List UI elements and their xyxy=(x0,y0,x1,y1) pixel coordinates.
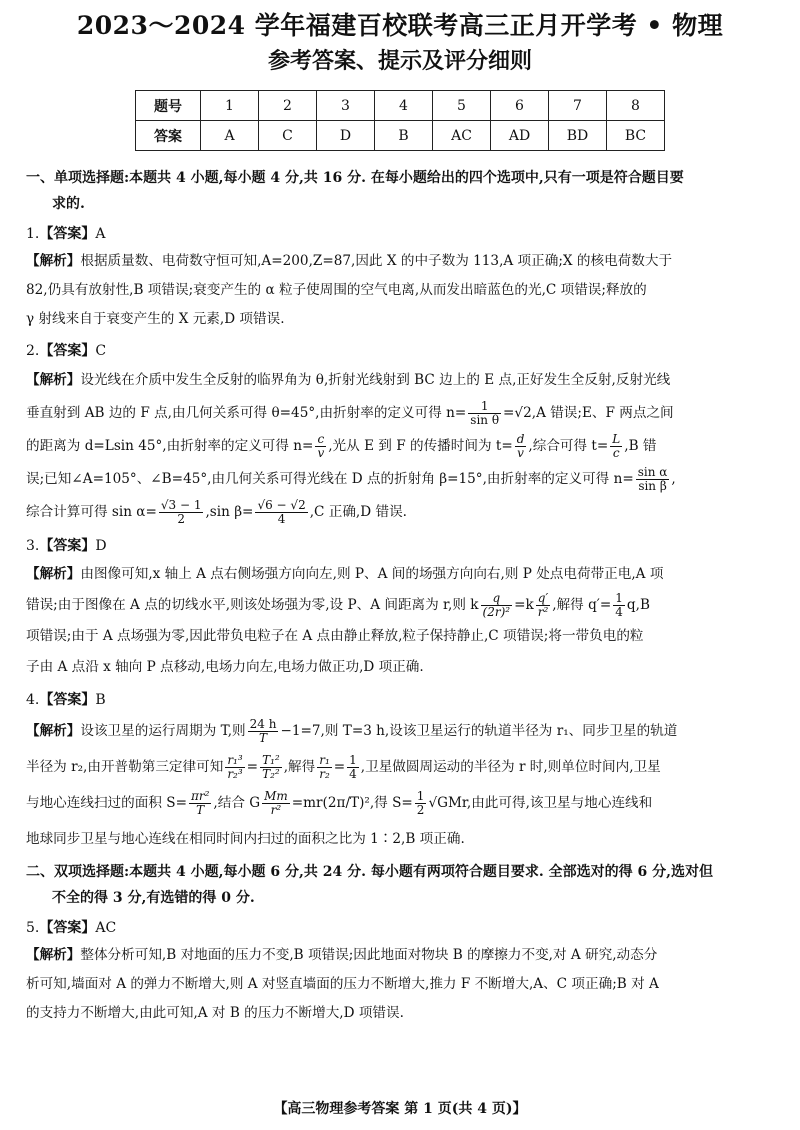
table-cell: 4 xyxy=(375,91,433,121)
table-cell: 7 xyxy=(549,91,607,121)
table-cell: 2 xyxy=(259,91,317,121)
table-cell: B xyxy=(375,121,433,151)
fraction: $\frac{q}{\text{(2r)²}}$ xyxy=(482,591,511,619)
page-footer: 【高三物理参考答案 第 1 页(共 4 页)】 xyxy=(273,1101,527,1117)
table-cell: AC xyxy=(433,121,491,151)
fraction: $\frac{\text{r₁³}}{\text{r₂³}}$ xyxy=(227,753,243,781)
question-5-analysis: 【解析】整体分析可知,B 对地面的压力不变,B 项错误;因此地面对物块 B 的摩擦力不变,对 A 研究,动态分 析可知,墙面对 A 的弹力不断增大,则 A 对竖直墙面的压力不断增大,推力 F 不断增大,A、C 项正确;B 对 A 的支持力不断增大,由此可知,A 对 B 的压力不断增大,D 项错误. xyxy=(26,947,659,1021)
table-cell: AD xyxy=(491,121,549,151)
fraction: $\frac{\text{r₁}}{\text{r₂}}$ xyxy=(319,753,330,781)
fraction: $\frac{c}{v}$ xyxy=(317,432,325,460)
fraction: $\frac{1}{4}$ xyxy=(615,591,623,619)
table-cell: BD xyxy=(549,121,607,151)
fraction: $\frac{q'}{\text{r²}}$ xyxy=(537,591,549,619)
table-header-cell: 答案 xyxy=(136,121,201,151)
question-3-answer: 3.【答案】D xyxy=(26,538,107,554)
table-cell: 1 xyxy=(201,91,259,121)
fraction: $\frac{24 h}{T}$ xyxy=(249,717,277,745)
fraction: $\frac{L}{c}$ xyxy=(612,432,621,460)
fraction: $\frac{\text{πr²}}{T}$ xyxy=(190,789,210,817)
fraction: $\frac{√3 - 1}{2}$ xyxy=(160,498,202,526)
page-subtitle: 参考答案、提示及评分细则 xyxy=(267,48,532,74)
table-cell: 6 xyxy=(491,91,549,121)
fraction: $\frac{1}{2}$ xyxy=(416,789,425,817)
fraction: $\frac{\text{T₁²}}{\text{T₂²}}$ xyxy=(262,753,280,781)
question-2-answer: 2.【答案】C xyxy=(26,343,107,359)
table-cell: 8 xyxy=(607,91,665,121)
table-cell: D xyxy=(317,121,375,151)
question-1-answer: 1.【答案】A xyxy=(26,226,106,242)
table-cell: C xyxy=(259,121,317,151)
page-title: 2023～2024 学年福建百校联考高三正月开学考 • 物理 xyxy=(76,11,724,40)
fraction: $\frac{Mm}{\text{r²}}$ xyxy=(264,789,288,817)
question-4-answer: 4.【答案】B xyxy=(26,692,106,708)
fraction: $\frac{\text{sin α}}{\text{sin β}}$ xyxy=(637,465,668,493)
table-cell: 3 xyxy=(317,91,375,121)
table-row xyxy=(136,91,665,121)
section-heading-single-choice: 一、单项选择题:本题共 4 小题,每小题 4 分,共 16 分. 在每小题给出的四个选项中,只有一项是符合题目要 求的. xyxy=(26,170,684,212)
question-5-answer: 5.【答案】AC xyxy=(26,920,117,936)
fraction: $\frac{1}{\text{sin θ}}$ xyxy=(470,399,500,427)
table-header-cell: 题号 xyxy=(136,91,201,121)
answer-table xyxy=(135,90,665,151)
section-heading-double-choice: 二、双项选择题:本题共 4 小题,每小题 6 分,共 24 分. 每小题有两项符合题目要求. 全部选对的得 6 分,选对但 不全的得 3 分,有选错的得 0 分. xyxy=(26,864,713,906)
question-1-analysis: 【解析】根据质量数、电荷数守恒可知,A=200,Z=87,因此 X 的中子数为 113,A 项正确;X 的核电荷数大于 82,仍具有放射性,B 项错误;衰变产生的 α 粒子使周围的空气电离,从而发出暗蓝色的光,C 项错误;释放的 γ 射线来自于衰变产生的 X 元素,D 项错误. xyxy=(26,253,673,327)
fraction: $\frac{√6 - √2}{4}$ xyxy=(257,498,306,526)
fraction: $\frac{d}{v}$ xyxy=(516,432,525,460)
table-row xyxy=(136,121,665,151)
table-cell: A xyxy=(201,121,259,151)
question-3-analysis: 【解析】由图像可知,x 轴上 A 点右侧场强方向向左,则 P、A 间的场强方向向右,则 P 处点电荷带正电,A 项 错误;由于图像在 A 点的切线水平,则该处场强为零,设 P、A 间距离为 r,则 k $\frac{q}{\text{(2r)²}}$ =k $\frac{q'}{\text{r²}}$ ,解得 q′= $\frac{1}{4}$ q,B 项错误;由于 A 点场强为零,因此带负电粒子在 A 点由静止释放,粒子保持静止,C 项错误;将一带负电的粒 子由 A 点沿 x 轴向 P 点移动,电场力向左,电场力做正功,D 项正确. xyxy=(26,566,664,675)
fraction: $\frac{1}{4}$ xyxy=(349,753,357,781)
question-4-analysis: 【解析】设该卫星的运行周期为 T,则 $\frac{24 h}{T}$ −1=7,则 T=3 h,设该卫星运行的轨道半径为 r₁、同步卫星的轨道 半径为 r₂,由开普勒第三定律可知 $\frac{\text{r₁³}}{\text{r₂³}}$ = $\frac{\text{T₁²}}{\text{T₂²}}$ ,解得 $\frac{\text{r₁}}{\text{r₂}}$ = $\frac{1}{4}$ ,卫星做圆周运动的半径为 r 时,则单位时间内,卫星 与地心连线扫过的面积 S= $\frac{\text{πr²}}{T}$ ,结合 G $\frac{Mm}{\text{r²}}$ =mr(2π/T)²,得 S= $\frac{1}{2}$ √GMr,由此可得,该卫星与地心连线和 地球同步卫星与地心连线在相同时间内扫过的面积之比为 1∶2,B 项正确. xyxy=(26,717,678,847)
question-2-analysis: 【解析】设光线在介质中发生全反射的临界角为 θ,折射光线射到 BC 边上的 E 点,正好发生全反射,反射光线 垂直射到 AB 边的 F 点,由几何关系可得 θ=45°,由折射率的定义可得 n= $\frac{1}{\text{sin θ}}$ =√2,A 错误;E、F 两点之间 的距离为 d=Lsin 45°,由折射率的定义可得 n= $\frac{c}{v}$ ,光从 E 到 F 的传播时间为 t= $\frac{d}{v}$ ,综合可得 t= $\frac{L}{c}$ ,B 错 误;已知∠A=105°、∠B=45°,由几何关系可得光线在 D 点的折射角 β=15°,由折射率的定义可得 n= $\frac{\text{sin α}}{\text{sin β}}$ , 综合计算可得 sin α= $\frac{√3 - 1}{2}$ ,sin β= $\frac{√6 - √2}{4}$ ,C 正确,D 错误. xyxy=(26,372,676,526)
table-cell: BC xyxy=(607,121,665,151)
table-cell: 5 xyxy=(433,91,491,121)
